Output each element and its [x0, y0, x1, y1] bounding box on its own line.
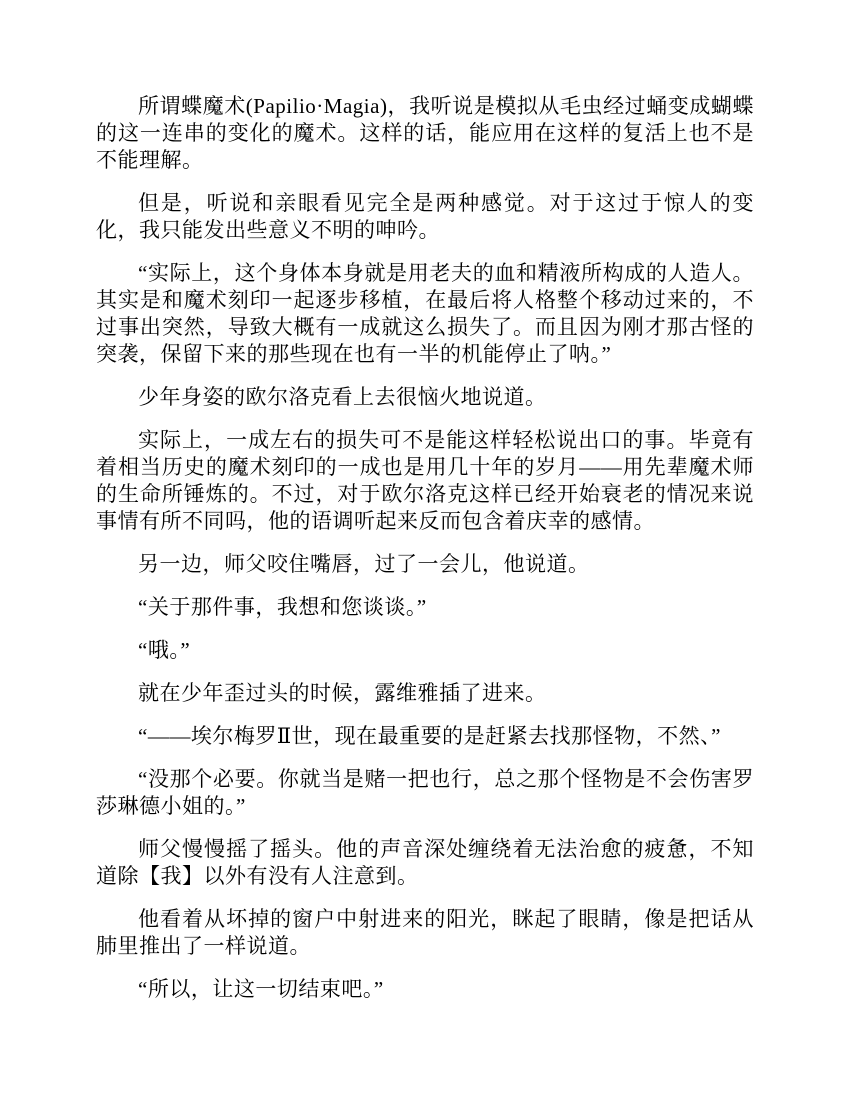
paragraph-5: 实际上，一成左右的损失可不是能这样轻松说出口的事。毕竟有着相当历史的魔术刻印的一成也是用几十年的岁月——用先辈魔术师的生命所锤炼的。不过，对于欧尔洛克这样已经开始衰老的情况来说事情有所不同吗，他的语调听起来反而包含着庆幸的感情。 [96, 428, 754, 533]
paragraph-1: 所谓蝶魔术(Papilio·Magia)，我听说是模拟从毛虫经过蛹变成蝴蝶的这一连串的变化的魔术。这样的话，能应用在这样的复活上也不是不能理解。 [96, 94, 754, 172]
paragraph-7: “关于那件事，我想和您谈谈。” [138, 595, 427, 619]
paragraph-12: 师父慢慢摇了摇头。他的声音深处缠绕着无法治愈的疲惫，不知道除【我】以外有没有人注意到。 [96, 837, 754, 888]
paragraph-14: “所以，让这一切结束吧。” [138, 977, 384, 1001]
paragraph-13: 他看着从坏掉的窗户中射进来的阳光，眯起了眼睛，像是把话从肺里推出了一样说道。 [96, 907, 754, 958]
paragraph-9: 就在少年歪过头的时候，露维雅插了进来。 [138, 681, 547, 705]
paragraph-2: 但是，听说和亲眼看见完全是两种感觉。对于这过于惊人的变化，我只能发出些意义不明的呻吟。 [96, 191, 754, 242]
paragraph-10: “——埃尔梅罗Ⅱ世，现在最重要的是赶紧去找那怪物，不然、” [138, 724, 721, 748]
paragraph-11: “没那个必要。你就当是赌一把也行，总之那个怪物是不会伤害罗莎琳德小姐的。” [96, 767, 754, 818]
paragraph-8: “哦。” [138, 638, 191, 662]
paragraph-4: 少年身姿的欧尔洛克看上去很恼火地说道。 [138, 385, 547, 409]
paragraph-3: “实际上，这个身体本身就是用老夫的血和精液所构成的人造人。其实是和魔术刻印一起逐步移植，在最后将人格整个移动过来的，不过事出突然，导致大概有一成就这么损失了。而且因为刚才那古怪的突袭，保留下来的那些现在也有一半的机能停止了呐。” [96, 261, 754, 366]
paragraph-6: 另一边，师父咬住嘴唇，过了一会儿，他说道。 [138, 552, 590, 576]
